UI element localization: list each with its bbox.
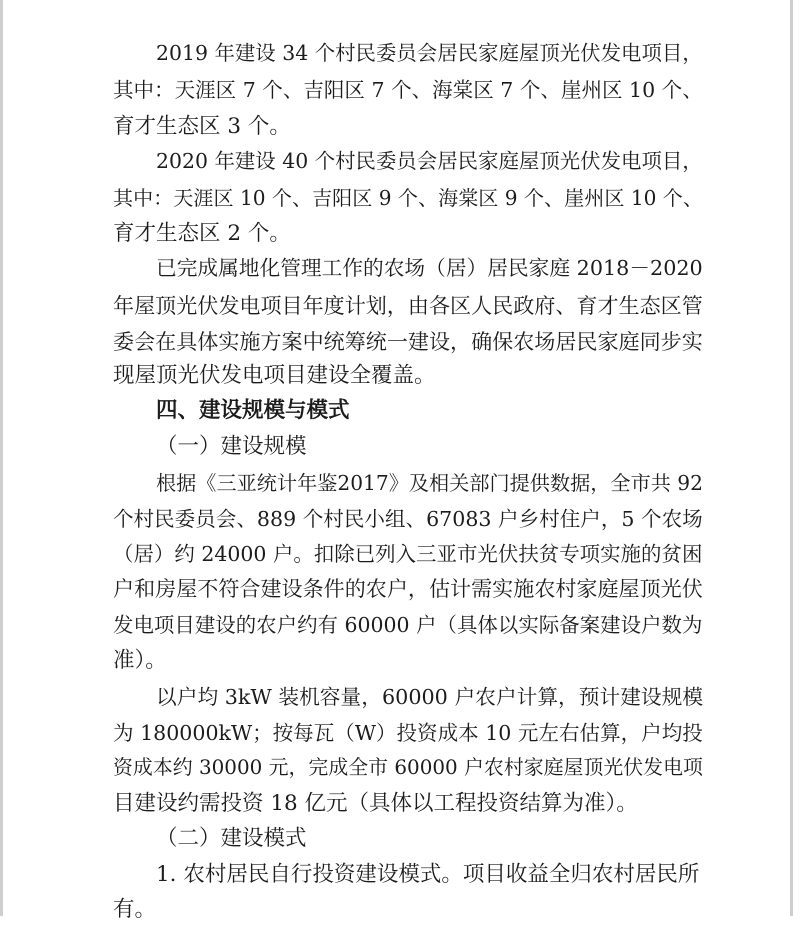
text-line: 现屋顶光伏发电项目建设全覆盖。	[113, 363, 436, 388]
text-line: 年屋顶光伏发电项目年度计划，由各区人民政府、育才生态区管	[113, 293, 703, 318]
section-heading: 四、建设规模与模式	[156, 398, 350, 423]
text-line: （居）约 24000 户。扣除已列入三亚市光伏扶贫专项实施的贫困	[113, 542, 703, 566]
text-line: 个村民委员会、889 个村民小组、67083 户乡村住户，5 个农场	[113, 507, 703, 531]
text-line: 育才生态区 3 个。	[113, 114, 291, 139]
text-line: 户和房屋不符合建设条件的农户，估计需实施农村家庭屋顶光伏	[113, 576, 703, 601]
text-line: 其中：天涯区 10 个、吉阳区 9 个、海棠区 9 个、崖州区 10 个、	[113, 186, 703, 210]
text-line: 已完成属地化管理工作的农场（居）居民家庭 2018－2020	[156, 256, 703, 280]
text-line: 有。	[113, 897, 157, 922]
text-line: 1. 农村居民自行投资建设模式。项目收益全归农村居民所	[156, 862, 700, 887]
subsection-heading: （二）建设模式	[156, 826, 307, 851]
text-line: 2019 年建设 34 个村民委员会居民家庭屋顶光伏发电项目，	[156, 41, 703, 65]
text-line: 2020 年建设 40 个村民委员会居民家庭屋顶光伏发电项目，	[156, 149, 703, 173]
text-line: 以户均 3kW 装机容量，60000 户农户计算，预计建设规模	[156, 685, 704, 709]
subsection-heading: （一）建设规模	[156, 434, 307, 459]
text-line: 发电项目建设的农户约有 60000 户（具体以实际备案建设户数为	[113, 613, 703, 637]
text-line: 委会在具体实施方案中统筹统一建设，确保农场居民家庭同步实	[113, 329, 703, 354]
text-line: 根据《三亚统计年鉴2017》及相关部门提供数据，全市共 92	[156, 471, 703, 495]
text-line: 为 180000kW；按每瓦（W）投资成本 10 元左右估算，户均投	[113, 721, 703, 745]
text-line: 目建设约需投资 18 亿元（具体以工程投资结算为准）。	[113, 791, 638, 816]
text-line: 育才生态区 2 个。	[113, 221, 291, 246]
text-line: 准）。	[113, 648, 167, 673]
text-line: 资成本约 30000 元，完成全市 60000 户农村家庭屋顶光伏发电项	[113, 756, 703, 779]
text-line: 其中：天涯区 7 个、吉阳区 7 个、海棠区 7 个、崖州区 10 个、	[113, 78, 703, 102]
